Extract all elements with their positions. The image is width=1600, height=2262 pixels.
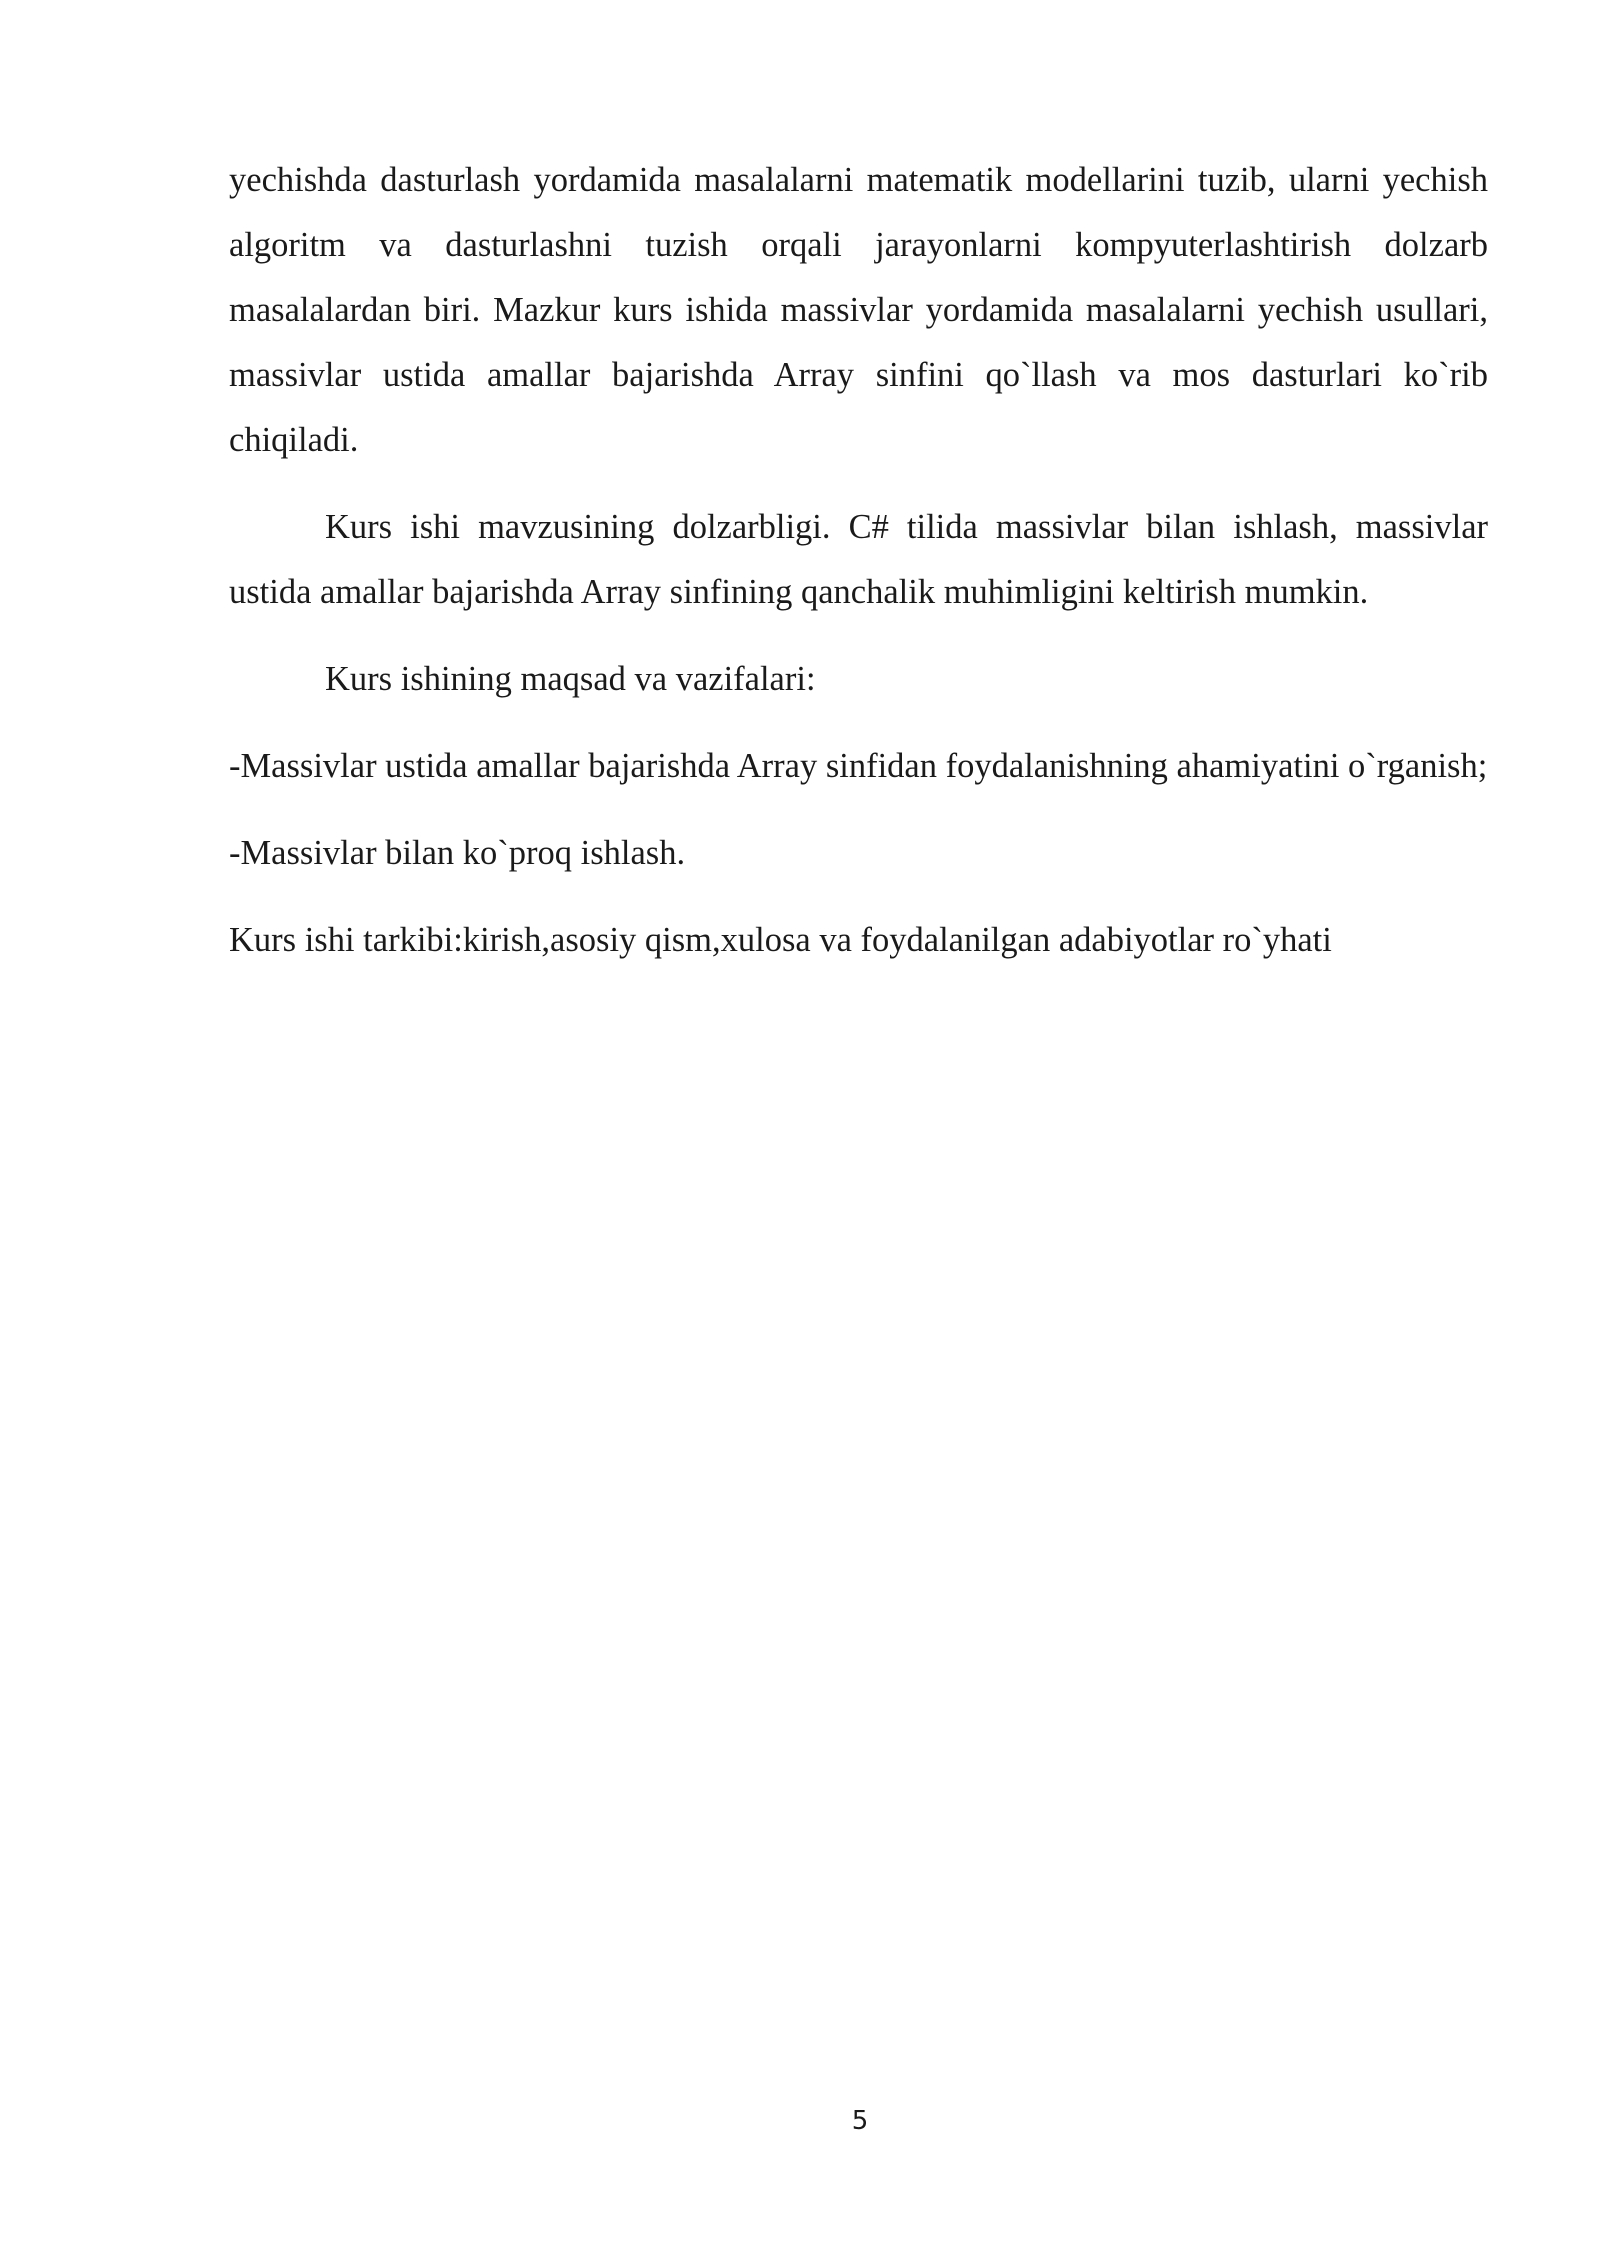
page-number: 5 — [851, 2106, 869, 2136]
paragraph-goal-item-2: -Massivlar bilan ko`proq ishlash. — [229, 834, 686, 872]
paragraph-topic-relevance: Kurs ishi mavzusining dolzarbligi. C# tilida massivlar bilan ishlash, massivlar ustida amallar bajarishda Array sinfining qanchalik muhimligini keltirish mumkin. — [229, 508, 1488, 611]
paragraph-goals-heading: Kurs ishining maqsad va vazifalari: — [325, 660, 816, 698]
paragraph-structure: Kurs ishi tarkibi:kirish,asosiy qism,xulosa va foydalanilgan adabiyotlar ro`yhati — [229, 921, 1332, 959]
body-text — [229, 148, 1488, 973]
paragraph-goal-item-1: -Massivlar ustida amallar bajarishda Array sinfidan foydalanishning ahamiyatini o`rganish; — [229, 747, 1488, 785]
paragraph-intro-continuation: yechishda dasturlash yordamida masalalarni matematik modellarini tuzib, ularni yechish algoritm va dasturlashni tuzish orqali jarayonlarni kompyuterlashtirish dolzarb masalalardan biri. Mazkur kurs ishida massivlar yordamida masalalarni yechish usullari, massivlar ustida amallar bajarishda Array sinfini qo`llash va mos dasturlari ko`rib chiqiladi. — [229, 161, 1488, 459]
